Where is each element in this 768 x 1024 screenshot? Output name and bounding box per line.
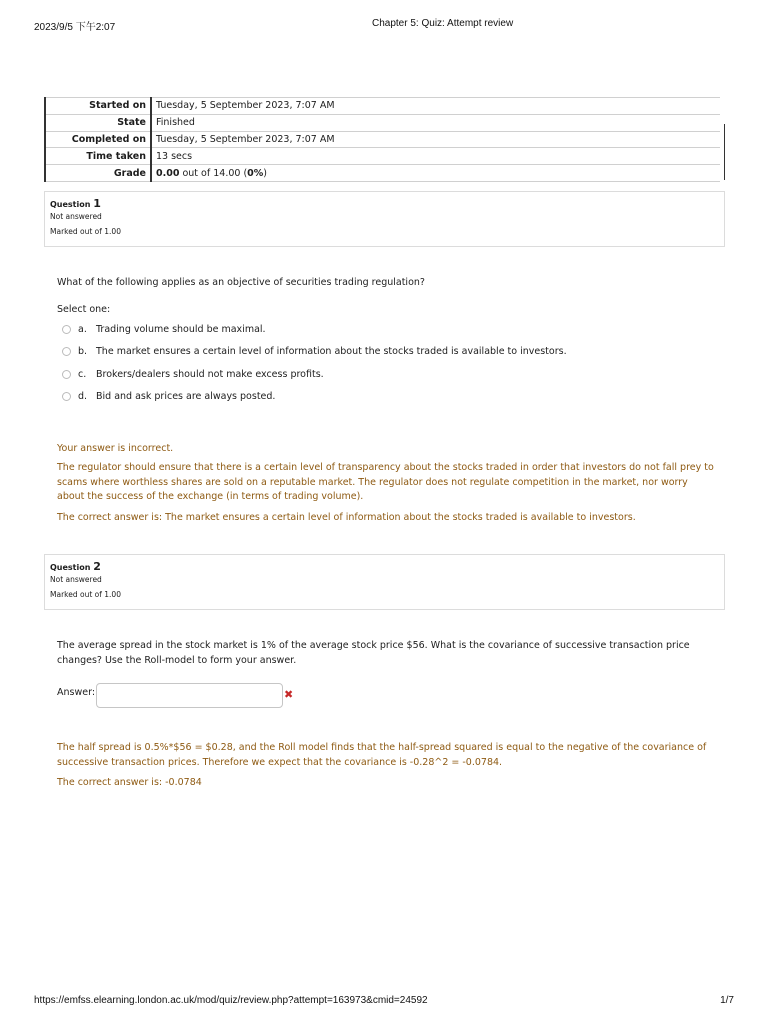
- question-label: Question: [50, 563, 91, 572]
- grade-close: ): [263, 167, 268, 179]
- option-letter: c.: [78, 369, 87, 380]
- question-label: Question: [50, 200, 91, 209]
- question-info-1: [44, 191, 725, 247]
- option-letter: a.: [78, 324, 87, 335]
- summary-row: [45, 114, 720, 131]
- question-grade: Marked out of 1.00: [50, 590, 121, 600]
- question-state: Not answered: [50, 211, 102, 221]
- right-answer: The correct answer is: -0.0784: [57, 777, 202, 788]
- print-page-number: 1/7: [720, 995, 734, 1006]
- summary-label: Time taken: [45, 148, 151, 165]
- print-page-title: Chapter 5: Quiz: Attempt review: [372, 18, 514, 29]
- option-text: Brokers/dealers should not make excess profits.: [96, 369, 324, 380]
- divider: [724, 124, 725, 180]
- grade-score: 0.00: [156, 167, 180, 179]
- question-number: [50, 198, 719, 211]
- question-state: Not answered: [50, 574, 102, 584]
- summary-row: [45, 98, 720, 115]
- option-letter: b.: [78, 346, 88, 357]
- select-one-prompt: Select one:: [57, 304, 111, 315]
- question-text: The average spread in the stock market is 1% of the average stock price $56. What is the covariance of successive transaction price changes? Use the Roll-model to form your answer.: [57, 640, 690, 666]
- question-number-value: 1: [93, 197, 101, 210]
- answer-input[interactable]: [96, 683, 283, 708]
- answer-label: Answer:: [57, 687, 96, 698]
- option-text: Bid and ask prices are always posted.: [96, 391, 276, 402]
- cross-icon: ✖: [284, 688, 294, 701]
- summary-row: [45, 131, 720, 148]
- print-header: [0, 18, 768, 32]
- print-url: https://emfss.elearning.london.ac.uk/mod/quiz/review.php?attempt=163973&cmid=24592: [34, 995, 428, 1006]
- answer-option-b[interactable]: [62, 346, 567, 357]
- answer-option-c[interactable]: [62, 369, 324, 380]
- radio-icon[interactable]: [62, 325, 71, 334]
- option-letter: d.: [78, 391, 88, 402]
- question-text: What of the following applies as an objective of securities trading regulation?: [57, 277, 425, 288]
- summary-value: Tuesday, 5 September 2023, 7:07 AM: [151, 131, 720, 148]
- summary-label: Started on: [45, 98, 151, 115]
- right-answer: The correct answer is: The market ensures a certain level of information about the stocks traded is available to investors.: [57, 512, 636, 523]
- radio-icon[interactable]: [62, 370, 71, 379]
- grade-value: [151, 165, 720, 182]
- feedback-incorrect: Your answer is incorrect.: [57, 443, 174, 454]
- summary-label: Grade: [45, 165, 151, 182]
- answer-option-d[interactable]: [62, 391, 275, 402]
- print-datetime: 2023/9/5 下午2:07: [34, 22, 116, 33]
- summary-value: Tuesday, 5 September 2023, 7:07 AM: [151, 98, 720, 115]
- question-number: [50, 561, 719, 574]
- summary-row: [45, 165, 720, 182]
- attempt-summary-table: [44, 97, 720, 182]
- radio-icon[interactable]: [62, 347, 71, 356]
- summary-value: 13 secs: [151, 148, 720, 165]
- question-number-value: 2: [93, 560, 101, 573]
- question-info-2: [44, 554, 725, 610]
- summary-label: State: [45, 114, 151, 131]
- general-feedback: The regulator should ensure that there is a certain level of transparency about the stocks traded in order that investors do not fall prey to scams where worthless shares are sold on a reputable market. The regulator does not regulate competition in the market, nor worry about the success of the exchange (in terms of trading volume).: [57, 462, 714, 502]
- radio-icon[interactable]: [62, 392, 71, 401]
- grade-out-of: out of 14.00 (: [179, 167, 248, 179]
- print-footer: [0, 995, 768, 1009]
- question-grade: Marked out of 1.00: [50, 227, 121, 237]
- grade-percent: 0%: [247, 167, 264, 179]
- summary-label: Completed on: [45, 131, 151, 148]
- summary-value: Finished: [151, 114, 720, 131]
- general-feedback: The half spread is 0.5%*$56 = $0.28, and the Roll model finds that the half-spread squared is equal to the negative of the covariance of successive transaction prices. Therefore we expect that the covariance is -0.28^2 = -0.0784.: [57, 742, 707, 768]
- option-text: Trading volume should be maximal.: [96, 324, 266, 335]
- answer-option-a[interactable]: [62, 324, 266, 335]
- option-text: The market ensures a certain level of information about the stocks traded is available to investors.: [96, 346, 567, 357]
- summary-row: [45, 148, 720, 165]
